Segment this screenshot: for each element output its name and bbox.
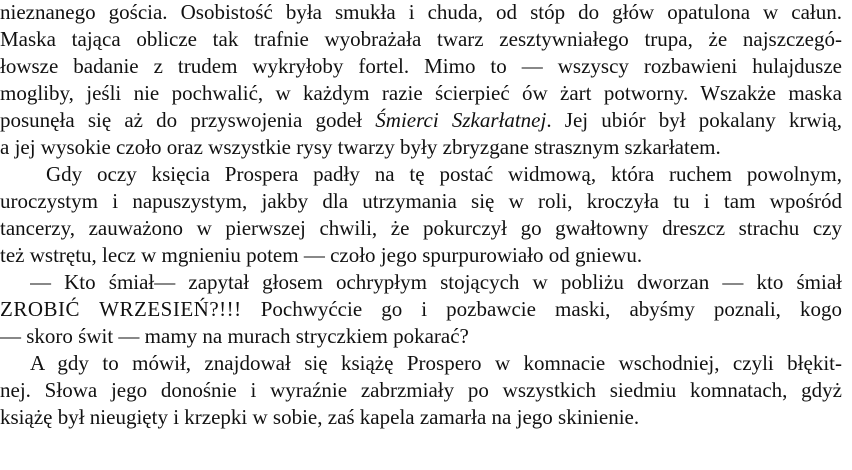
text-line-10: też wstrętu, lecz w mgnieniu potem — czoło jego spurpurowiało od gniewu. (0, 243, 643, 267)
text-line-9: tancerzy, zauważono w pierwszej chwili, że pokurczył go gwałtowny dreszcz strachu czy (0, 216, 842, 240)
text-segment: Pochwyćcie go i pozbawcie maski, abyśmy poznali, kogo (241, 297, 842, 321)
text-line-3: łowsze badanie z trudem wykryłoby fortel. Mimo to — wszyscy rozbawieni hulajdusze (0, 54, 842, 78)
text-line-11: — Kto śmiał— zapytał głosem ochrypłym stojących w pobliżu dworzan — kto śmiał (30, 270, 842, 294)
italic-title: Śmierci Szkarłatnej (375, 108, 547, 132)
text-line-4: mogliby, jeśli nie pochwalić, w każdym razie ścierpieć ów żart potworny. Wszakże maska (0, 81, 842, 105)
text-segment: . Jej ubiór był pokalany krwią, (546, 108, 842, 132)
text-segment: posunęła się aż do przyswojenia godeł (0, 108, 376, 132)
text-line-15: nej. Słowa jego donośnie i wyraźnie zabrzmiały po wszystkich siedmiu komnatach, gdyż (0, 378, 842, 402)
text-line-6: a jej wysokie czoło oraz wszystkie rysy twarzy były zbryzgane strasznym szkarłatem. (0, 135, 721, 159)
text-line-8: uroczystym i napuszystym, jakby dla utrzymania się w roli, kroczyła tu i tam wpośród (0, 189, 842, 213)
text-line-13: — skoro świt — mamy na murach stryczkiem pokarać? (0, 324, 469, 348)
shouted-text: ZROBIĆ WRZESIEŃ?!!! (0, 297, 242, 321)
text-line-5 (0, 107, 842, 133)
text-line-7: Gdy oczy księcia Prospera padły na tę postać widmową, która ruchem powolnym, (46, 162, 842, 186)
text-line-14: A gdy to mówił, znajdował się książę Prospero w komnacie wschodniej, czyli błękit- (30, 351, 842, 375)
text-line-12 (0, 296, 842, 322)
text-line-1: nieznanego gościa. Osobistość była smukła i chuda, od stóp do głów opatulona w całun. (0, 0, 842, 24)
text-line-2: Maska tająca oblicze tak trafnie wyobrażała twarz zesztywniałego trupa, że najszczegó- (0, 27, 842, 51)
text-line-16: książę był nieugięty i krzepki w sobie, zaś kapela zamarła na jego skinienie. (0, 405, 640, 429)
